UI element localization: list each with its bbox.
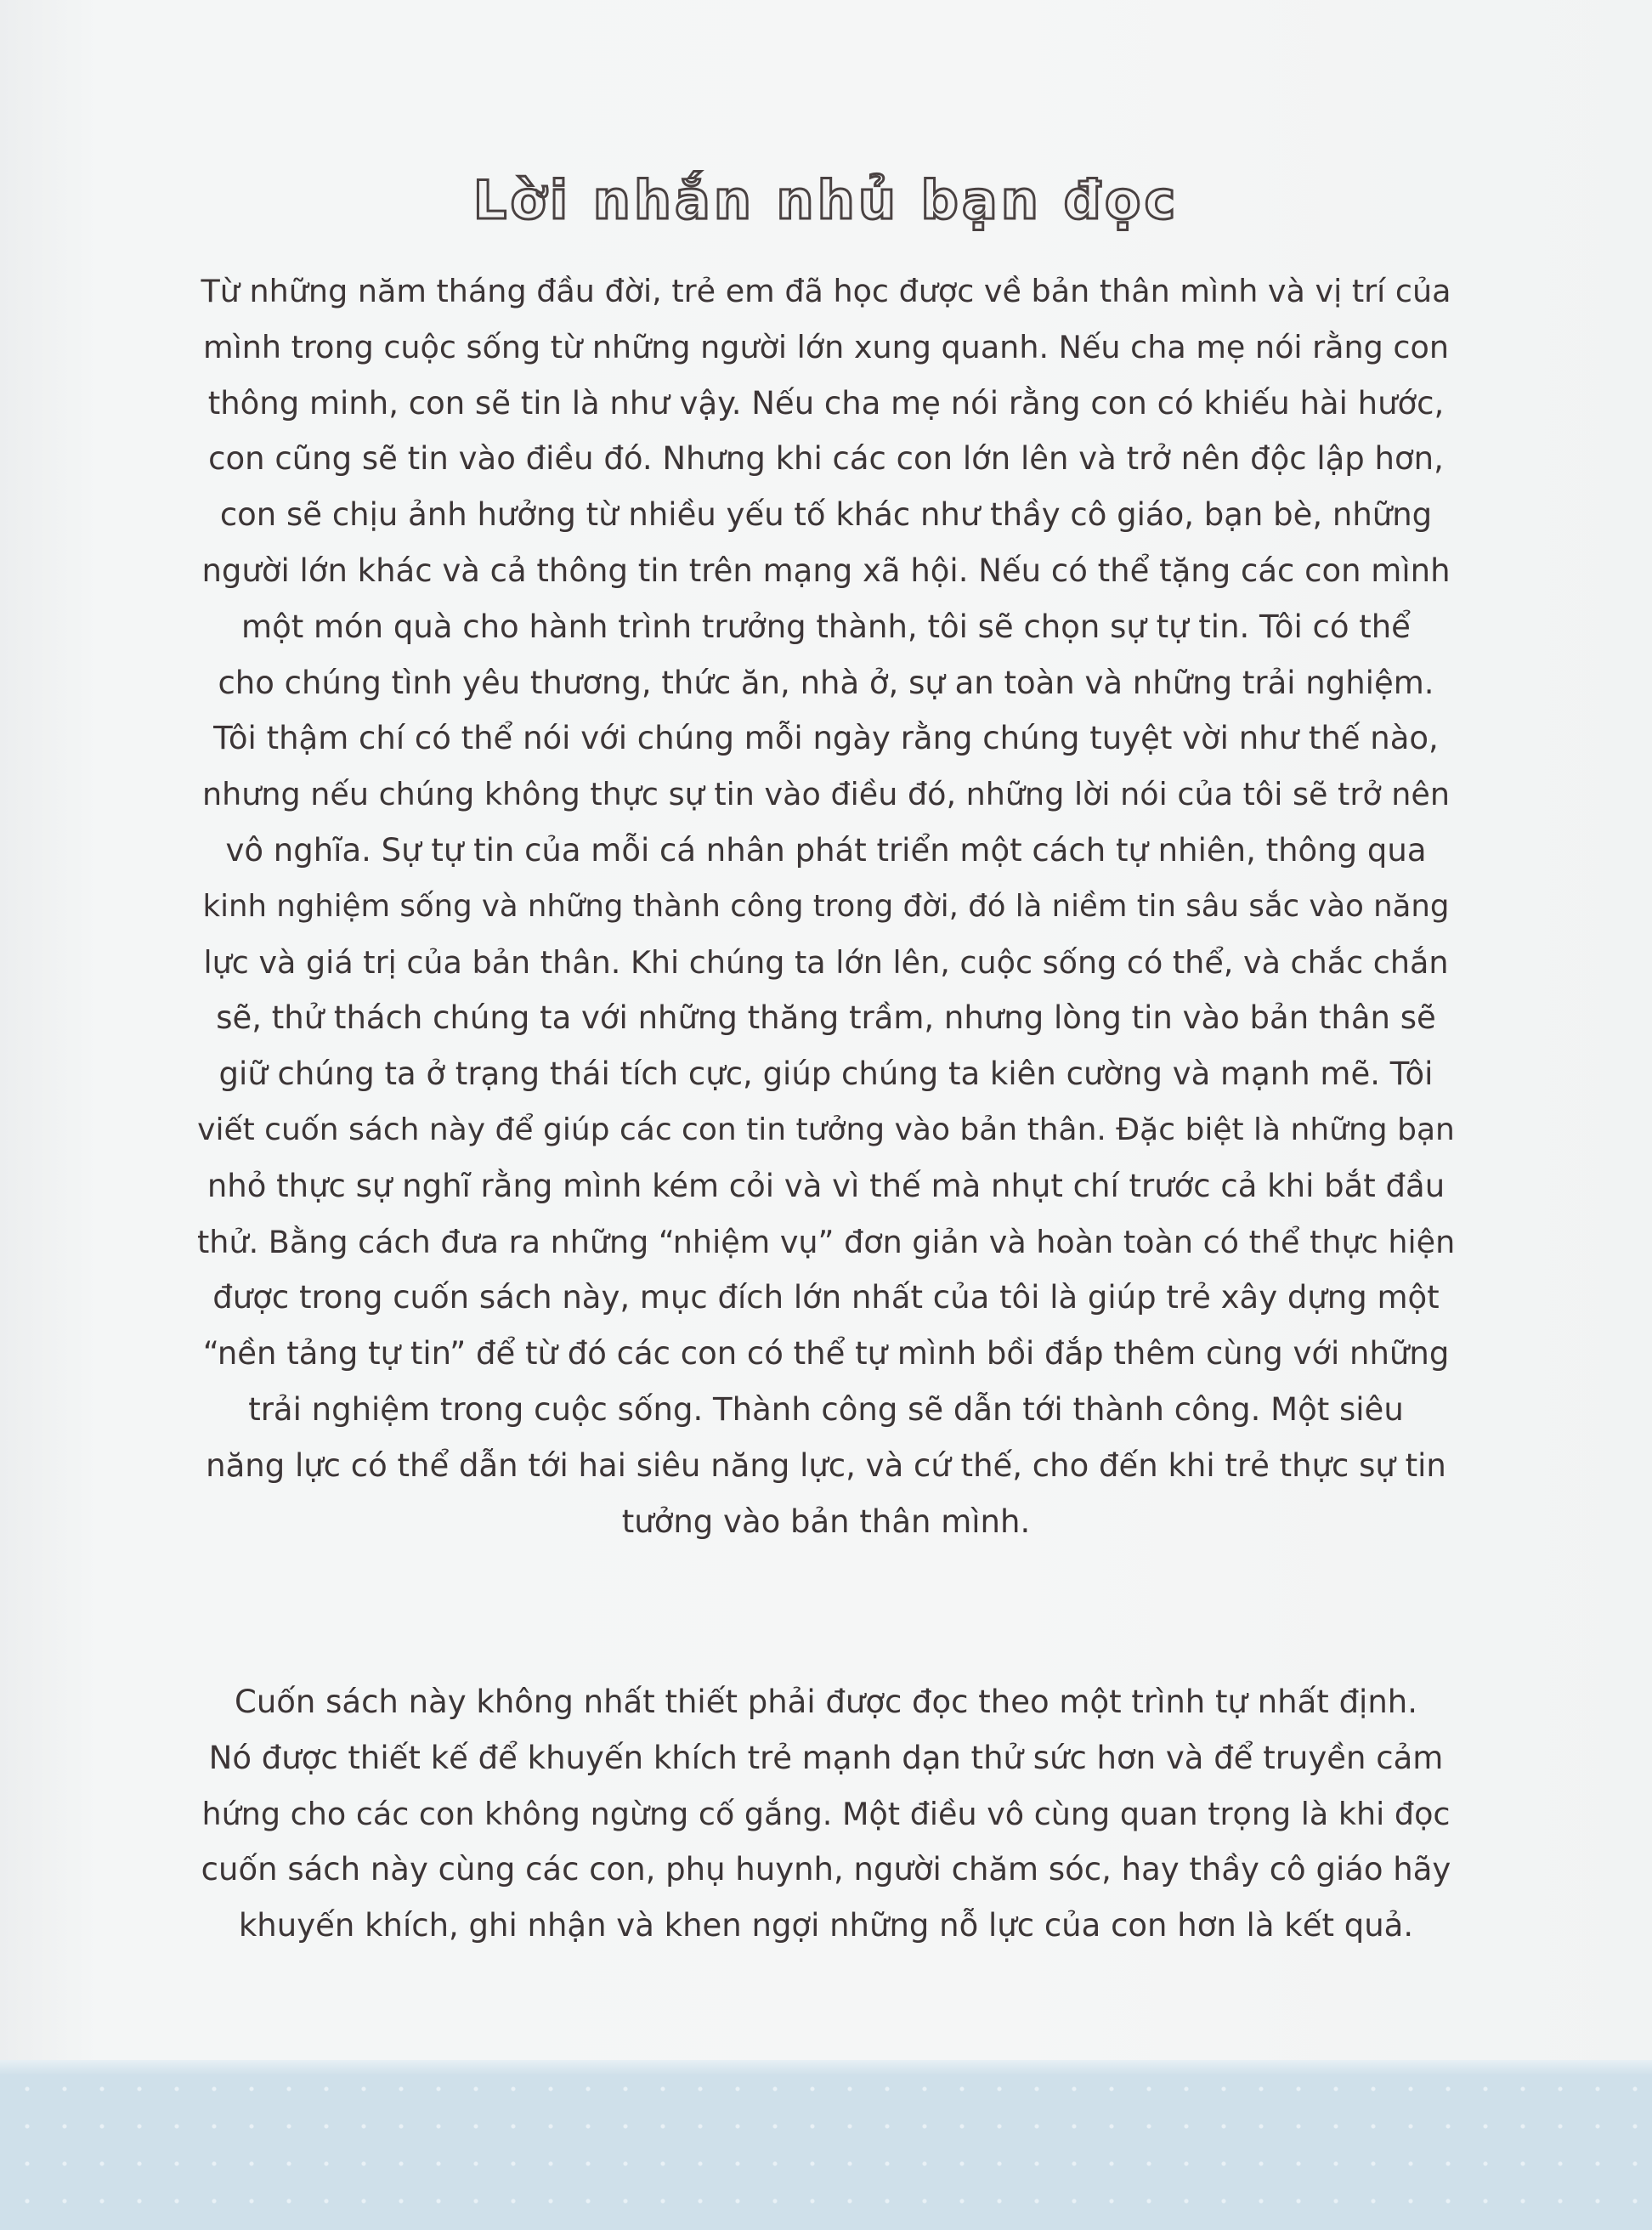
text-line: nhỏ thực sự nghĩ rằng mình kém cỏi và vì thế mà nhụt chí trước cả khi bắt đầu: [206, 1167, 1446, 1204]
text-line: cho chúng tình yêu thương, thức ăn, nhà ở, sự an toàn và những trải nghiệm.: [218, 664, 1434, 701]
paragraph-intro: [197, 263, 1455, 1549]
decorative-dotted-band: [0, 2060, 1652, 2230]
text-line: khuyến khích, ghi nhận và khen ngợi những nỗ lực của con hơn là kết quả.: [238, 1907, 1414, 1944]
text-line: thử. Bằng cách đưa ra những “nhiệm vụ” đơn giản và hoàn toàn có thể thực hiện: [197, 1223, 1456, 1260]
text-line: Từ những năm tháng đầu đời, trẻ em đã học được về bản thân mình và vị trí của: [201, 273, 1451, 309]
text-line: “nền tảng tự tin” để từ đó các con có thể tự mình bồi đắp thêm cùng với những: [202, 1335, 1450, 1373]
page-title: Lời nhắn nhủ bạn đọc: [472, 169, 1180, 231]
text-line: mình trong cuộc sống từ những người lớn xung quanh. Nếu cha mẹ nói rằng con: [203, 328, 1449, 365]
text-line: sẽ, thử thách chúng ta với những thăng trầm, nhưng lòng tin vào bản thân sẽ: [216, 999, 1436, 1037]
paragraph-usage-note: [197, 1674, 1455, 1954]
text-line: hứng cho các con không ngừng cố gắng. Một điều vô cùng quan trọng là khi đọc: [201, 1795, 1451, 1832]
text-line: tưởng vào bản thân mình.: [621, 1503, 1031, 1540]
text-line: một món quà cho hành trình trưởng thành, tôi sẽ chọn sự tự tin. Tôi có thể: [241, 608, 1411, 645]
text-line: người lớn khác và cả thông tin trên mạng xã hội. Nếu có thể tặng các con mình: [201, 552, 1451, 589]
text-line: nhưng nếu chúng không thực sự tin vào điều đó, những lời nói của tôi sẽ trở nên: [201, 776, 1450, 813]
text-line: con cũng sẽ tin vào điều đó. Nhưng khi các con lớn lên và trở nên độc lập hơn,: [208, 440, 1444, 478]
text-line: cuốn sách này cùng các con, phụ huynh, người chăm sóc, hay thầy cô giáo hãy: [201, 1851, 1451, 1888]
text-line: được trong cuốn sách này, mục đích lớn nhất của tôi là giúp trẻ xây dựng một: [212, 1279, 1440, 1316]
text-line: thông minh, con sẽ tin là như vậy. Nếu cha mẹ nói rằng con có khiếu hài hước,: [207, 384, 1445, 422]
text-line: lực và giá trị của bản thân. Khi chúng ta lớn lên, cuộc sống có thể, và chắc chắn: [203, 943, 1449, 981]
text-line: giữ chúng ta ở trạng thái tích cực, giúp chúng ta kiên cường và mạnh mẽ. Tôi: [218, 1056, 1434, 1093]
text-line: vô nghĩa. Sự tự tin của mỗi cá nhân phát triển một cách tự nhiên, thông qua: [225, 831, 1427, 869]
text-line: Tôi thậm chí có thể nói với chúng mỗi ngày rằng chúng tuyệt vời như thế nào,: [213, 720, 1439, 757]
text-line: viết cuốn sách này để giúp các con tin tưởng vào bản thân. Đặc biệt là những bạn: [197, 1112, 1455, 1147]
text-line: trải nghiệm trong cuộc sống. Thành công sẽ dẫn tới thành công. Một siêu: [248, 1390, 1404, 1428]
text-line: Nó được thiết kế để khuyến khích trẻ mạnh dạn thử sức hơn và để truyền cảm: [208, 1739, 1444, 1776]
text-line: con sẽ chịu ảnh hưởng từ nhiều yếu tố khác như thầy cô giáo, bạn bè, những: [219, 496, 1433, 534]
text-line: Cuốn sách này không nhất thiết phải được đọc theo một trình tự nhất định.: [234, 1684, 1418, 1720]
text-line: năng lực có thể dẫn tới hai siêu năng lực, và cứ thế, cho đến khi trẻ thực sự tin: [206, 1446, 1446, 1484]
text-line: kinh nghiệm sống và những thành công trong đời, đó là niềm tin sâu sắc vào năng: [202, 888, 1450, 924]
